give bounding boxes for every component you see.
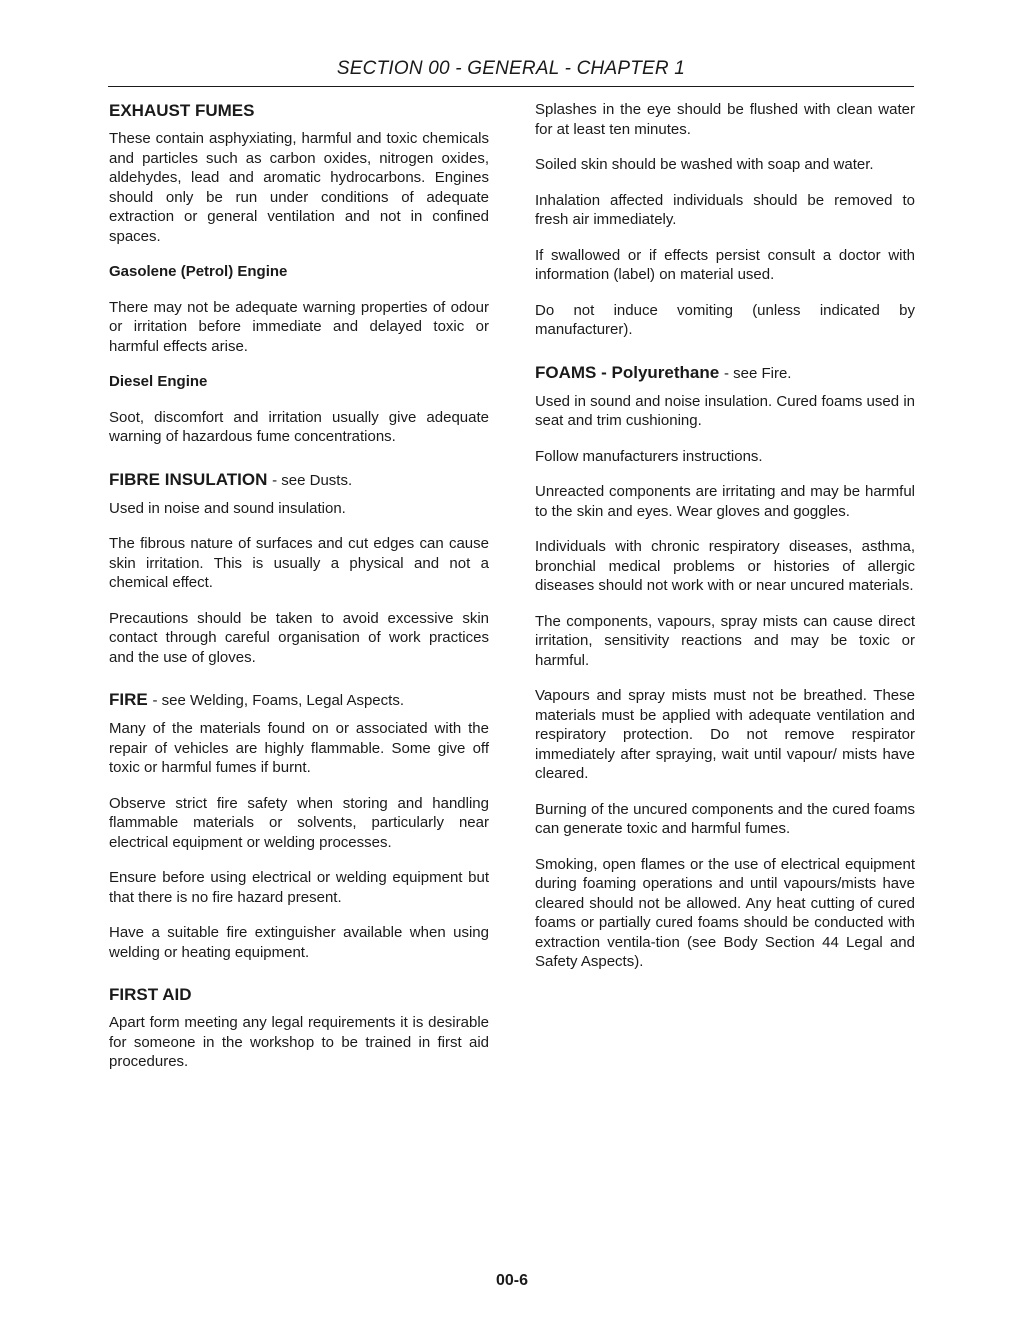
page-header [108, 58, 914, 87]
fire-paragraph: Ensure before using electrical or welding equipment but that there is no fire hazard present. [109, 869, 489, 906]
fire-heading [109, 689, 489, 712]
first-aid-heading: FIRST AID [109, 985, 192, 1004]
fibre-insulation-see-reference: - see Dusts. [272, 471, 353, 489]
foams-see-reference: - see Fire. [723, 364, 792, 382]
first-aid-paragraph: Inhalation affected individuals should be removed to fresh air immediately. [535, 191, 915, 228]
gasolene-engine-heading: Gasolene (Petrol) Engine [109, 263, 288, 280]
fibre-insulation-heading [109, 469, 489, 492]
foams-paragraph: Smoking, open flames or the use of electrical equipment during foaming operations and until vapours/mists have cleared should not be allowed. Any heat cutting of cured foams or partially cured foams should be conducted with extraction ventila-tion (see Body Section 44 Legal and Safety Aspects). [535, 855, 915, 970]
foams-paragraph: The components, vapours, spray mists can cause direct irritation, sensitivity reactions and may be toxic or harmful. [535, 612, 915, 669]
foams-paragraph: Used in sound and noise insulation. Cured foams used in seat and trim cushioning. [535, 392, 915, 429]
diesel-engine-heading: Diesel Engine [109, 373, 208, 390]
fibre-insulation-paragraph: Used in noise and sound insulation. [109, 499, 346, 517]
foams-heading [535, 362, 915, 385]
fire-paragraph: Have a suitable fire extinguisher available when using welding or heating equipment. [109, 924, 489, 961]
foams-title: FOAMS - [535, 362, 607, 382]
exhaust-fumes-heading: EXHAUST FUMES [109, 101, 255, 120]
foams-paragraph: Follow manufacturers instructions. [535, 447, 763, 465]
foams-paragraph: Burning of the uncured components and the cured foams can generate toxic and harmful fumes. [535, 800, 915, 837]
foams-paragraph: Vapours and spray mists must not be breathed. These materials must be applied with adequate ventilation and respiratory protection. Do not remove respirator immediately after spraying, wait until vapour/ mists have cleared. [535, 687, 915, 782]
first-aid-paragraph: If swallowed or if effects persist consult a doctor with information (label) on material used. [535, 246, 915, 283]
fire-see-reference: - see Welding, Foams, Legal Aspects. [152, 692, 404, 709]
fire-title: FIRE [109, 690, 148, 709]
gasolene-engine-paragraph: There may not be adequate warning properties of odour or irritation before immediate and delayed toxic or harmful effects arise. [109, 298, 489, 355]
first-aid-paragraph: Splashes in the eye should be flushed with clean water for at least ten minutes. [535, 101, 915, 138]
right-column [535, 100, 915, 988]
foams-subtitle: Polyurethane [611, 362, 720, 382]
foams-paragraph: Individuals with chronic respiratory diseases, asthma, bronchial medical problems or histories of allergic diseases should not work with or near uncured materials. [535, 538, 915, 594]
page-number: 00-6 [495, 1272, 529, 1289]
first-aid-paragraph: Do not induce vomiting (unless indicated by manufacturer). [535, 301, 915, 338]
foams-paragraph: Unreacted components are irritating and may be harmful to the skin and eyes. Wear gloves and goggles. [535, 483, 915, 520]
first-aid-paragraph: Apart form meeting any legal requirements it is desirable for someone in the workshop to be trained in first aid procedures. [109, 1014, 489, 1070]
fire-paragraph: Observe strict fire safety when storing and handling flammable materials or solvents, particularly near electrical equipment or welding processes. [109, 794, 489, 851]
fibre-insulation-paragraph: The fibrous nature of surfaces and cut edges can cause skin irritation. This is usually a physical and not a chemical effect. [109, 535, 489, 591]
diesel-engine-paragraph: Soot, discomfort and irritation usually give adequate warning of hazardous fume concentrations. [109, 408, 489, 445]
left-column [109, 100, 489, 1088]
first-aid-paragraph: Soiled skin should be washed with soap and water. [535, 156, 874, 173]
fibre-insulation-title: FIBRE INSULATION [109, 469, 268, 489]
fire-paragraph: Many of the materials found on or associated with the repair of vehicles are highly flammable. Some give off toxic or harmful fumes if burnt. [109, 720, 489, 776]
exhaust-fumes-paragraph: These contain asphyxiating, harmful and toxic chemicals and particles such as carbon oxides, nitrogen oxides, aldehydes, lead and aromatic hydrocarbons. Engines should only be run under conditions of adequate extraction or general ventilation and not in confined spaces. [109, 130, 489, 245]
fibre-insulation-paragraph: Precautions should be taken to avoid excessive skin contact through careful organisation of work practices and the use of gloves. [109, 609, 489, 666]
section-title: SECTION 00 - GENERAL - CHAPTER 1 [336, 58, 686, 79]
